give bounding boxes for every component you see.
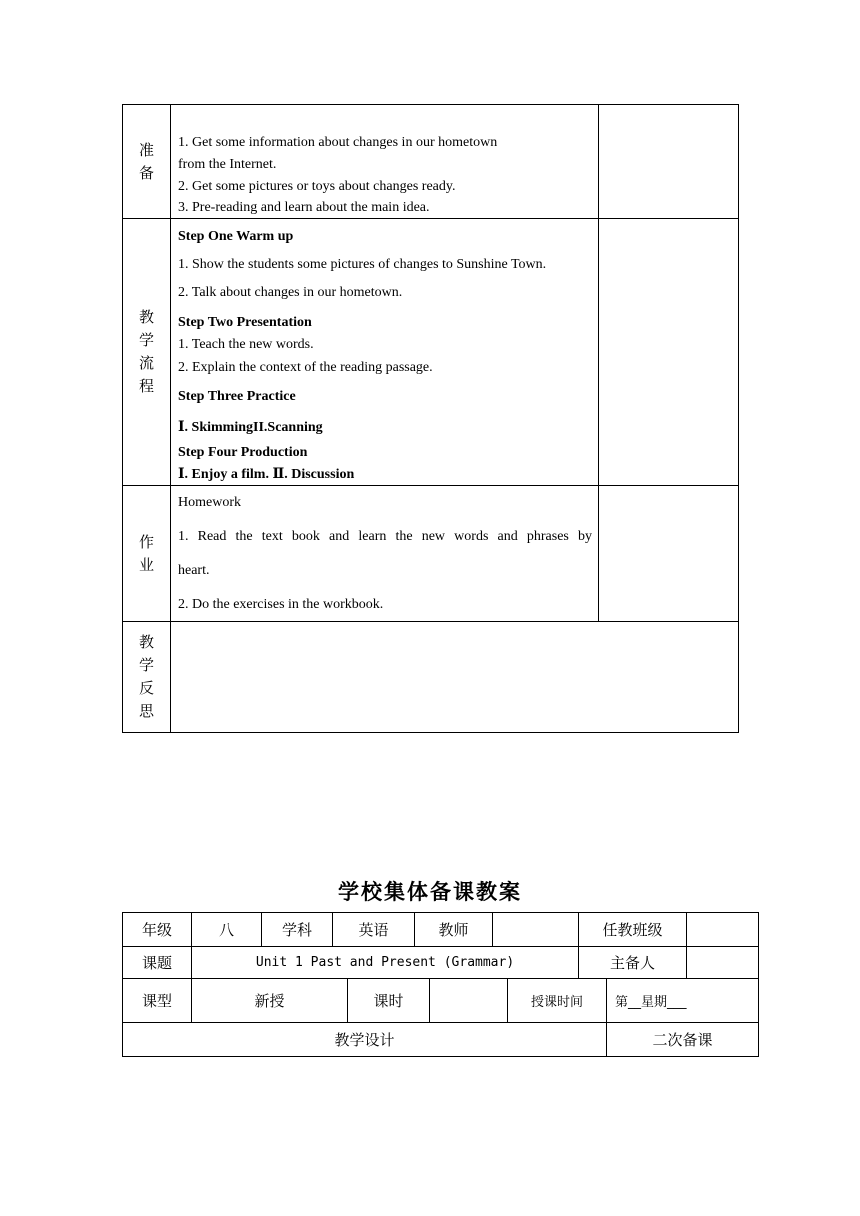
homework-row <box>123 486 739 622</box>
step-title: Step Two Presentation <box>178 315 312 330</box>
page-title: 学校集体备课教案 <box>338 879 522 904</box>
preparation-row <box>123 105 739 219</box>
time-value: 第__星期___ <box>607 979 759 1023</box>
step-item: Ⅰ. Enjoy a film. Ⅱ. Discussion <box>178 467 355 482</box>
topic-label: 课题 <box>123 947 192 979</box>
teaching-process-label: 教 学 流 程 <box>123 219 171 486</box>
topic-value: Unit 1 Past and Present (Grammar) <box>192 947 579 979</box>
second-prep-cell <box>599 105 739 219</box>
period-value <box>430 979 508 1023</box>
lead-value <box>687 947 759 979</box>
step-title: Step Four Production <box>178 445 308 460</box>
prep-line: from the Internet. <box>178 157 277 172</box>
homework-item: 1. Read the text book and learn the new words and phrases by <box>178 529 592 544</box>
header-row-3 <box>123 979 759 1023</box>
step-item: Ⅰ. SkimmingII.Scanning <box>178 420 323 435</box>
second-prep-cell <box>599 219 739 486</box>
subject-value: 英语 <box>333 913 415 947</box>
type-value: 新授 <box>192 979 348 1023</box>
header-row-2 <box>123 947 759 979</box>
grade-value: 八 <box>192 913 262 947</box>
homework-title: Homework <box>178 495 241 510</box>
homework-item: heart. <box>178 563 210 578</box>
teacher-label: 教师 <box>415 913 493 947</box>
time-label: 授课时间 <box>508 979 607 1023</box>
type-label: 课型 <box>123 979 192 1023</box>
class-label: 任教班级 <box>579 913 687 947</box>
prep-line: 2. Get some pictures or toys about changes ready. <box>178 179 456 194</box>
lesson-plan-table <box>122 104 739 733</box>
homework-label: 作 业 <box>123 486 171 622</box>
design-label: 教学设计 <box>123 1023 607 1057</box>
step-item: 2. Explain the context of the reading passage. <box>178 360 433 375</box>
prep-line: 3. Pre-reading and learn about the main idea. <box>178 200 430 215</box>
teaching-process-row <box>123 219 739 486</box>
preparation-label: 准 备 <box>123 105 171 219</box>
teacher-value <box>493 913 579 947</box>
homework-item: 2. Do the exercises in the workbook. <box>178 597 384 612</box>
step-title: Step One Warm up <box>178 229 294 244</box>
homework-content <box>171 486 599 622</box>
grade-label: 年级 <box>123 913 192 947</box>
lead-label: 主备人 <box>579 947 687 979</box>
class-value <box>687 913 759 947</box>
header-row-4 <box>123 1023 759 1057</box>
reflection-label: 教 学 反 思 <box>123 622 171 733</box>
second-prep-cell <box>599 486 739 622</box>
reflection-content <box>171 622 739 733</box>
step-item: 1. Show the students some pictures of changes to Sunshine Town. <box>178 257 547 272</box>
step-item: 1. Teach the new words. <box>178 337 314 352</box>
preparation-content <box>171 105 599 219</box>
reflection-row <box>123 622 739 733</box>
step-item: 2. Talk about changes in our hometown. <box>178 285 403 300</box>
second-prep-label: 二次备课 <box>607 1023 759 1057</box>
subject-label: 学科 <box>262 913 333 947</box>
header-row-1 <box>123 913 759 947</box>
prep-line: 1. Get some information about changes in our hometown <box>178 135 498 150</box>
teaching-process-content <box>171 219 599 486</box>
lesson-header-table <box>122 912 759 1057</box>
step-title: Step Three Practice <box>178 389 296 404</box>
period-label: 课时 <box>348 979 430 1023</box>
